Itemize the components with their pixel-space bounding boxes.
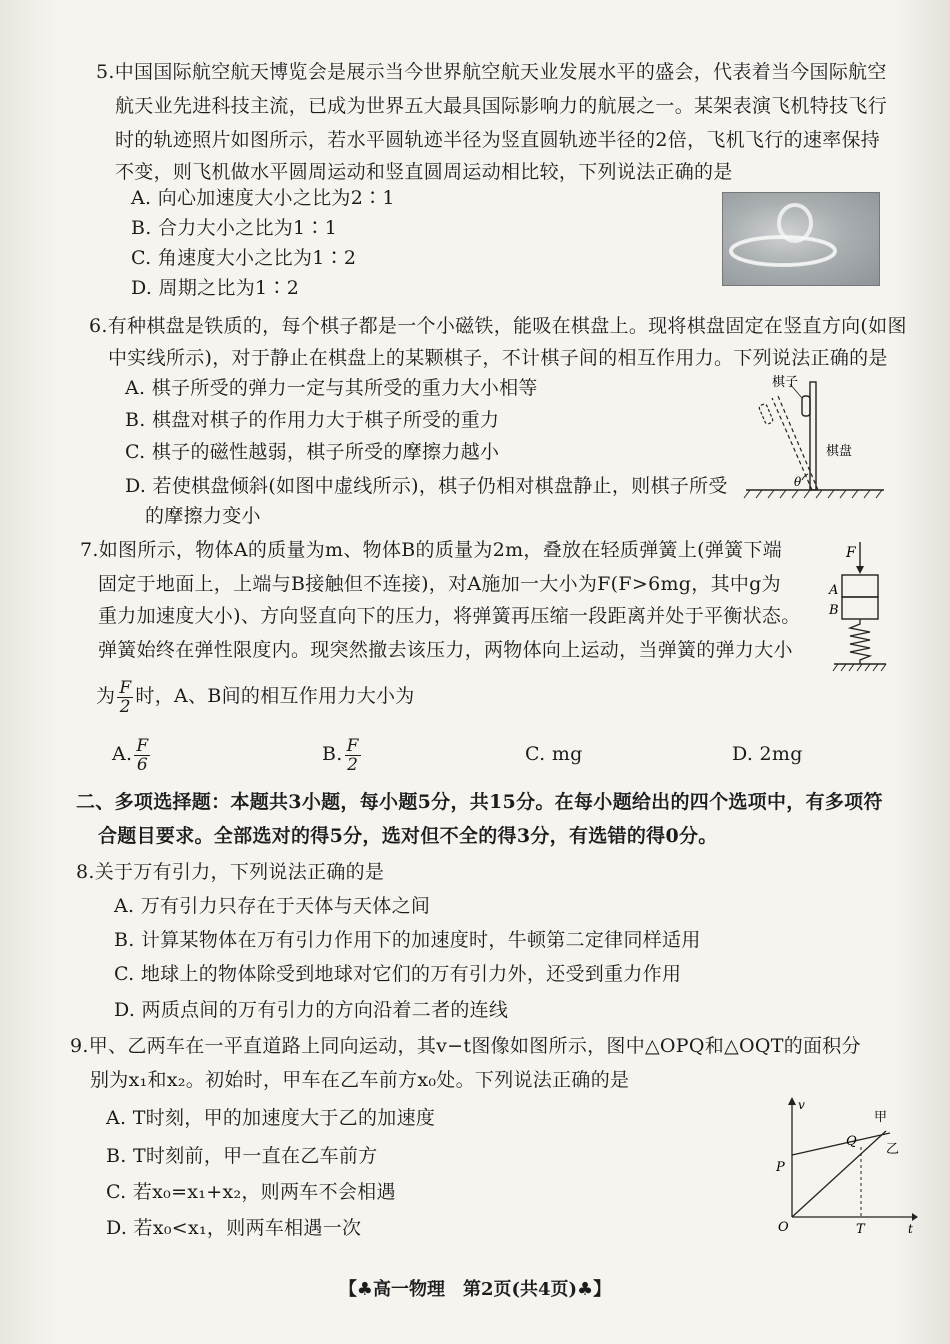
frac-den: 2	[119, 696, 131, 717]
q9-point-q-label: Q	[846, 1134, 857, 1149]
chessboard-diagram	[740, 370, 890, 505]
q7-spring-figure	[820, 538, 900, 678]
q9-stem-line-1: 9.甲、乙两车在一平直道路上同向运动，其v−t图像如图所示，图中△OPQ和△OQT的面积分	[70, 1035, 861, 1057]
q7-stem-line-5	[96, 676, 415, 716]
q7-option-a-frac	[134, 737, 150, 774]
q5-flight-photo	[722, 192, 880, 286]
q7-block-b-label: B	[829, 603, 839, 618]
q7-last-prefix: 为	[96, 685, 116, 707]
q9-option-d: D. 若x₀<x₁，则两车相遇一次	[106, 1217, 362, 1239]
q7-option-c: C. mg	[525, 743, 583, 765]
q7-option-b	[322, 734, 363, 774]
q5-option-d: D. 周期之比为1∶2	[131, 277, 300, 299]
frac-den: 2	[347, 754, 359, 775]
q5-option-b: B. 合力大小之比为1∶1	[131, 217, 338, 239]
page-footer	[0, 1275, 950, 1301]
q8-option-c: C. 地球上的物体除受到地球对它们的万有引力外，还受到重力作用	[114, 963, 682, 985]
frac-num: F	[346, 735, 359, 756]
q7-fraction-f-over-2	[117, 679, 133, 716]
q9-line-yi-label: 乙	[886, 1142, 900, 1157]
vt-graph-diagram	[770, 1095, 920, 1235]
section2-heading-line-1: 二、多项选择题：本题共3小题，每小题5分，共15分。在每小题给出的四个选项中，有多项符	[76, 791, 883, 813]
frac-num: F	[119, 677, 132, 698]
q5-option-a: A. 向心加速度大小之比为2∶1	[131, 187, 395, 209]
q8-option-a: A. 万有引力只存在于天体与天体之间	[114, 895, 431, 917]
q5-stem-line-2: 航天业先进科技主流，已成为世界五大最具国际影响力的航展之一。某架表演飞机特技飞行	[115, 95, 888, 117]
frac-den: 6	[136, 754, 148, 775]
section2-heading-line-2: 合题目要求。全部选对的得5分，选对但不全的得3分，有选错的得0分。	[98, 825, 718, 847]
option-label: B.	[322, 743, 343, 765]
q9-line-jia-label: 甲	[874, 1110, 888, 1125]
q6-option-d-cont: 的摩擦力变小	[145, 505, 261, 527]
q7-stem-line-2: 固定于地面上，上端与B接触但不连接)，对A施加一大小为F(F>6mg，其中g为	[98, 573, 781, 595]
flight-trail-image	[723, 193, 879, 285]
q9-option-c: C. 若x₀=x₁+x₂，则两车不会相遇	[106, 1181, 396, 1203]
q6-board-label: 棋盘	[826, 444, 853, 459]
q7-stem-line-1: 7.如图所示，物体A的质量为m、物体B的质量为2m，叠放在轻质弹簧上(弹簧下端	[80, 539, 783, 561]
q6-chessboard-figure	[740, 370, 890, 505]
q9-stem-line-2: 别为x₁和x₂。初始时，甲车在乙车前方x₀处。下列说法正确的是	[90, 1069, 630, 1091]
q5-stem-line-3: 时的轨迹照片如图所示，若水平圆轨迹半径为竖直圆轨迹半径的2倍，飞机飞行的速率保持	[115, 129, 881, 151]
q7-option-d: D. 2mg	[732, 743, 803, 765]
q6-angle-label: θ	[794, 475, 802, 489]
q9-vt-graph	[770, 1095, 920, 1235]
q7-last-suffix: 时，A、B间的相互作用力大小为	[135, 685, 415, 707]
option-label: A.	[112, 743, 133, 765]
q6-option-b: B. 棋盘对棋子的作用力大于棋子所受的重力	[125, 409, 500, 431]
q8-option-d: D. 两质点间的万有引力的方向沿着二者的连线	[114, 999, 509, 1021]
q8-option-b: B. 计算某物体在万有引力作用下的加速度时，牛顿第二定律同样适用	[114, 929, 701, 951]
q7-option-a	[112, 734, 152, 774]
q9-option-b: B. T时刻前，甲一直在乙车前方	[106, 1145, 378, 1167]
q6-stem-line-1: 6.有种棋盘是铁质的，每个棋子都是一个小磁铁，能吸在棋盘上。现将棋盘固定在竖直方向(如图	[89, 315, 907, 337]
q6-option-d: D. 若使棋盘倾斜(如图中虚线所示)，棋子仍相对棋盘静止，则棋子所受	[125, 475, 728, 497]
q5-stem-line-4: 不变，则飞机做水平圆周运动和竖直圆周运动相比较，下列说法正确的是	[115, 161, 733, 183]
q7-stem-line-3: 重力加速度大小)、方向竖直向下的压力，将弹簧再压缩一段距离并处于平衡状态。	[98, 605, 801, 627]
q9-axis-v-label: v	[798, 1098, 805, 1112]
q6-option-a: A. 棋子所受的弹力一定与其所受的重力大小相等	[125, 377, 538, 399]
q6-stem-line-2: 中实线所示)，对于静止在棋盘上的某颗棋子，不计棋子间的相互作用力。下列说法正确的是	[108, 347, 888, 369]
q7-option-b-frac	[345, 737, 361, 774]
q5-option-c: C. 角速度大小之比为1∶2	[131, 247, 357, 269]
q5-stem-line-1: 5.中国国际航空航天博览会是展示当今世界航空航天业发展水平的盛会，代表着当今国际航空	[96, 61, 887, 83]
q7-force-label: F	[846, 545, 856, 561]
q9-axis-t-label: t	[908, 1222, 913, 1235]
q6-piece-label: 棋子	[772, 375, 799, 390]
spring-blocks-diagram	[820, 538, 900, 678]
q7-block-a-label: A	[829, 583, 839, 598]
q6-option-c: C. 棋子的磁性越弱，棋子所受的摩擦力越小	[125, 441, 500, 463]
frac-num: F	[136, 735, 149, 756]
footer-text: 【♣高一物理 第2页(共4页)♣】	[338, 1279, 612, 1300]
q8-stem: 8.关于万有引力，下列说法正确的是	[76, 861, 385, 883]
q9-origin-label: O	[778, 1220, 789, 1235]
q9-point-p-label: P	[776, 1160, 785, 1175]
q9-point-t-label: T	[856, 1222, 865, 1235]
q9-option-a: A. T时刻，甲的加速度大于乙的加速度	[106, 1107, 436, 1129]
q7-stem-line-4: 弹簧始终在弹性限度内。现突然撤去该压力，两物体向上运动，当弹簧的弹力大小	[98, 639, 793, 661]
